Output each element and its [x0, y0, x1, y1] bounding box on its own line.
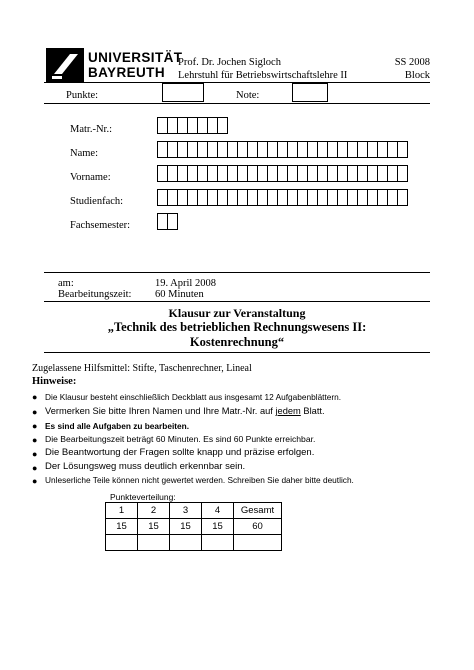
- achieved-points-cell[interactable]: [202, 535, 234, 551]
- matr-field[interactable]: [157, 117, 227, 134]
- matr-label: Matr.-Nr.:: [70, 124, 112, 135]
- university-line2: BAYREUTH: [88, 65, 165, 80]
- university-name: [88, 50, 182, 80]
- bullet-icon: ●: [32, 392, 38, 402]
- note-sheet-count: Die Klausur besteht einschließlich Deckblatt aus insgesamt 12 Aufgabenblättern.: [45, 392, 342, 402]
- note-name-matr-part1: Vermerken Sie bitte Ihren Namen und Ihre Matr.-Nr. auf: [45, 406, 276, 416]
- header-chair-info: [178, 56, 347, 82]
- divider-exam-info: [44, 272, 430, 273]
- vorname-label: Vorname:: [70, 172, 111, 183]
- name-label: Name:: [70, 148, 98, 159]
- notes-heading: Hinweise:: [32, 376, 77, 387]
- points-box[interactable]: [162, 83, 204, 102]
- exam-title-line1: Klausur zur Veranstaltung: [168, 306, 306, 320]
- note-duration-points: Die Bearbeitungszeit beträgt 60 Minuten. Es sind 60 Punkte erreichbar.: [45, 434, 316, 444]
- achieved-points-cell[interactable]: [138, 535, 170, 551]
- bullet-icon: ●: [32, 407, 38, 417]
- name-field[interactable]: [157, 141, 407, 158]
- achieved-total-cell[interactable]: [234, 535, 282, 551]
- total-header: Gesamt: [234, 503, 282, 519]
- table-row-tasks: [106, 503, 282, 519]
- points-distribution-caption: Punkteverteilung:: [110, 492, 176, 502]
- points-label: Punkte:: [66, 90, 99, 101]
- exam-title-line2: „Technik des betrieblichen Rechnungswesens II:: [107, 320, 367, 334]
- bullet-icon: ●: [32, 463, 38, 473]
- divider-title-top: [44, 301, 430, 302]
- bullet-icon: ●: [32, 421, 38, 431]
- grade-box[interactable]: [292, 83, 328, 102]
- vorname-field[interactable]: [157, 165, 407, 182]
- max-total-cell: 60: [234, 519, 282, 535]
- divider-top: [44, 82, 430, 83]
- table-row-achieved: [106, 535, 282, 551]
- exam-title-line3: Kostenrechnung“: [189, 335, 285, 349]
- studienfach-field[interactable]: [157, 189, 407, 206]
- semester: SS 2008: [394, 57, 430, 68]
- university-logo-icon: [46, 48, 84, 82]
- note-all-tasks: Es sind alle Aufgaben zu bearbeiten.: [45, 421, 189, 431]
- task-header: 2: [138, 503, 170, 519]
- chair-name: Lehrstuhl für Betriebswirtschaftslehre II: [178, 70, 348, 81]
- achieved-points-cell[interactable]: [106, 535, 138, 551]
- divider-scoring: [44, 103, 430, 104]
- note-name-matr-emphasis: jedem: [275, 406, 301, 416]
- exam-block: Block: [404, 70, 430, 81]
- duration-label: Bearbeitungszeit:: [58, 289, 132, 300]
- duration-value: 60 Minuten: [155, 289, 204, 300]
- allowed-aids: Zugelassene Hilfsmittel: Stifte, Taschenrechner, Lineal: [32, 363, 252, 374]
- task-header: 1: [106, 503, 138, 519]
- bullet-icon: ●: [32, 476, 38, 486]
- max-points-cell: 15: [106, 519, 138, 535]
- task-header: 4: [202, 503, 234, 519]
- note-legibility: Unleserliche Teile können nicht gewertet werden. Schreiben Sie daher bitte deutlich.: [45, 475, 354, 485]
- studienfach-label: Studienfach:: [70, 196, 124, 207]
- fachsemester-field[interactable]: [157, 213, 177, 230]
- max-points-cell: 15: [138, 519, 170, 535]
- date-label: am:: [58, 278, 74, 289]
- grade-label: Note:: [236, 90, 260, 101]
- achieved-points-cell[interactable]: [170, 535, 202, 551]
- task-header: 3: [170, 503, 202, 519]
- bullet-icon: ●: [32, 435, 38, 445]
- note-name-matr-part3: Blatt.: [300, 406, 325, 416]
- max-points-cell: 15: [170, 519, 202, 535]
- table-row-max-points: [106, 519, 282, 535]
- date-value: 19. April 2008: [155, 278, 216, 289]
- points-distribution-table: [105, 502, 282, 551]
- bullet-icon: ●: [32, 449, 38, 459]
- fachsemester-label: Fachsemester:: [70, 220, 131, 231]
- professor-name: Prof. Dr. Jochen Sigloch: [178, 57, 281, 68]
- note-name-matr: [45, 406, 325, 416]
- divider-title-bottom: [44, 352, 430, 353]
- header-semester-info: [395, 56, 430, 82]
- max-points-cell: 15: [202, 519, 234, 535]
- note-concise-answers: Die Beantwortung der Fragen sollte knapp und präzise erfolgen.: [45, 447, 315, 458]
- note-solution-path: Der Lösungsweg muss deutlich erkennbar sein.: [45, 461, 246, 472]
- university-line1: UNIVERSITÄT: [88, 50, 183, 65]
